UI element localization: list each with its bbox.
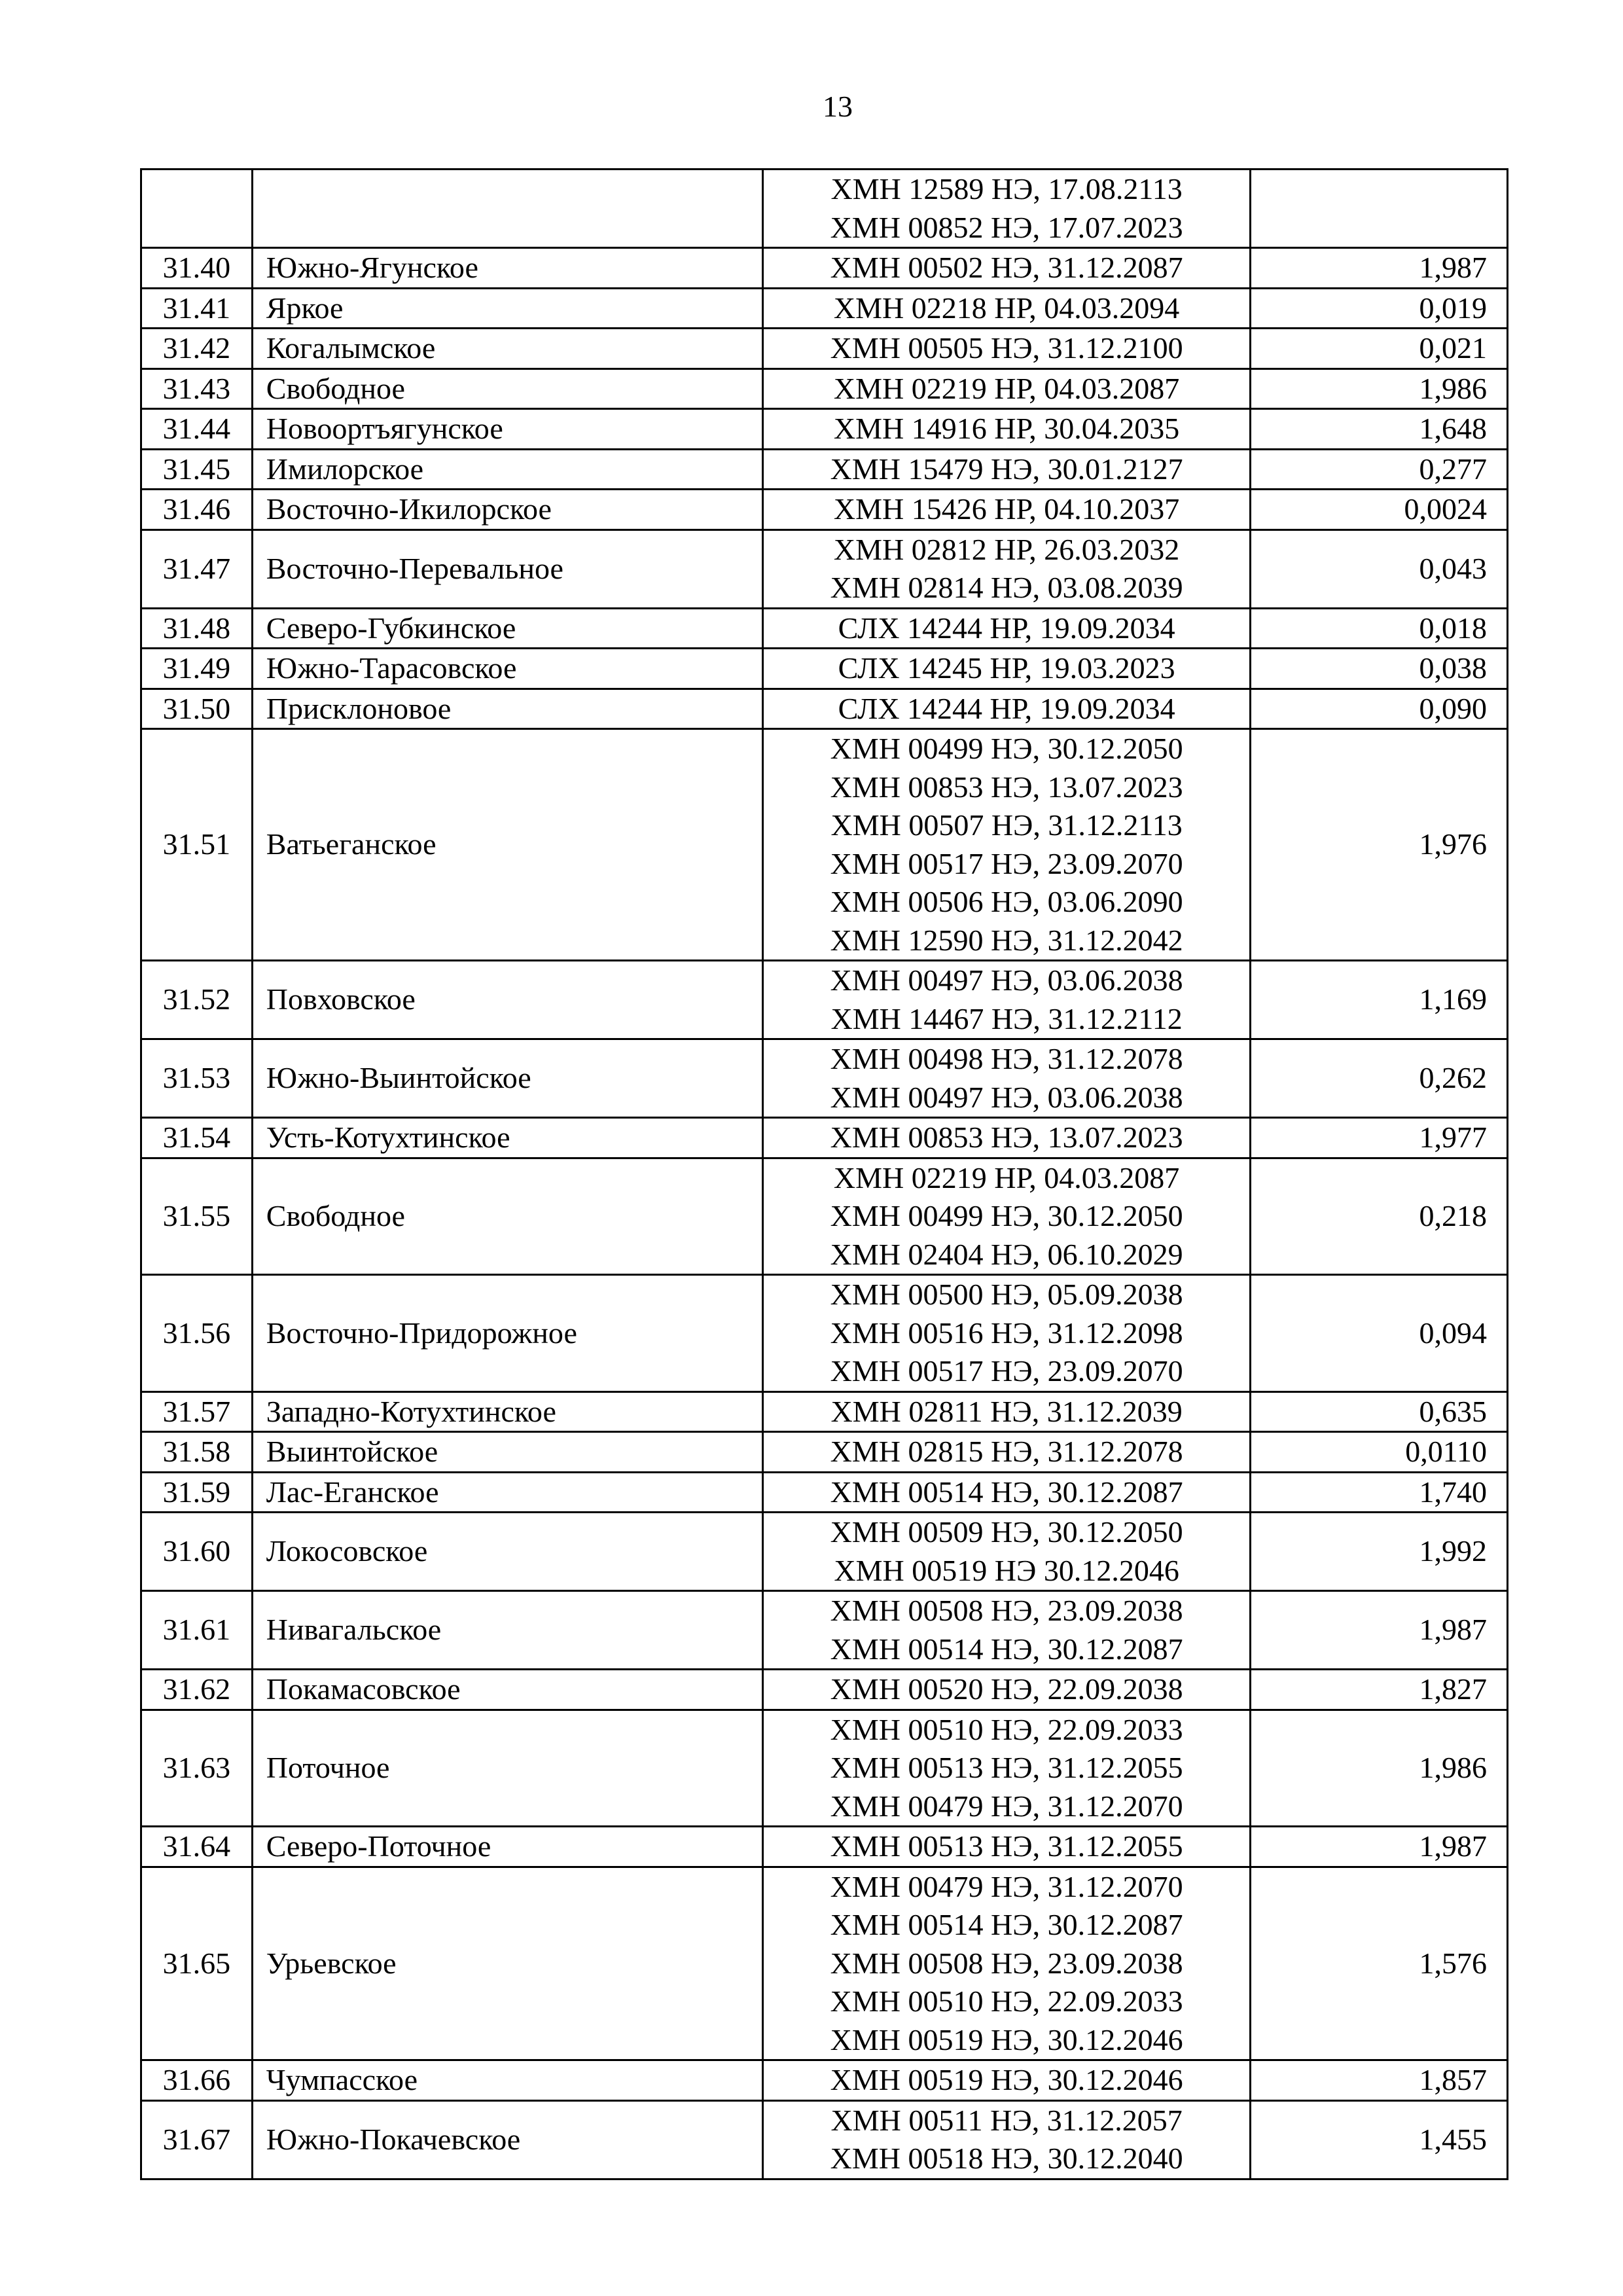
license-list bbox=[763, 170, 1250, 248]
license-list bbox=[763, 689, 1250, 729]
field-name: Свободное bbox=[252, 1158, 763, 1275]
area-value: 1,987 bbox=[1250, 1591, 1507, 1670]
table-row bbox=[141, 1827, 1508, 1867]
license-entry: ХМН 00519 НЭ 30.12.2046 bbox=[834, 1553, 1179, 1587]
area-value: 0,218 bbox=[1250, 1158, 1507, 1275]
license-entry: ХМН 00499 НЭ, 30.12.2050 bbox=[830, 732, 1183, 765]
license-entry: ХМН 00517 НЭ, 23.09.2070 bbox=[830, 846, 1183, 880]
table-row bbox=[141, 368, 1508, 409]
license-list bbox=[763, 248, 1250, 289]
field-name: Присклоновое bbox=[252, 689, 763, 729]
license-list bbox=[763, 1710, 1250, 1827]
area-value: 0,094 bbox=[1250, 1275, 1507, 1392]
license-entry: ХМН 00516 НЭ, 31.12.2098 bbox=[830, 1316, 1183, 1350]
area-value: 0,262 bbox=[1250, 1039, 1507, 1118]
license-entry: ХМН 12589 НЭ, 17.08.2113 bbox=[830, 172, 1183, 206]
table-body bbox=[141, 170, 1508, 2179]
license-list bbox=[763, 1432, 1250, 1473]
table-row bbox=[141, 1472, 1508, 1513]
area-value: 1,986 bbox=[1250, 1710, 1507, 1827]
license-entry: ХМН 00500 НЭ, 05.09.2038 bbox=[830, 1278, 1183, 1311]
field-name: Северо-Поточное bbox=[252, 1827, 763, 1867]
table-row bbox=[141, 288, 1508, 329]
table-row bbox=[141, 329, 1508, 369]
row-number: 31.54 bbox=[141, 1118, 253, 1158]
area-value: 0,277 bbox=[1250, 449, 1507, 490]
field-name: Чумпасское bbox=[252, 2060, 763, 2101]
area-value bbox=[1250, 170, 1507, 248]
field-name: Нивагальское bbox=[252, 1591, 763, 1670]
field-name: Урьевское bbox=[252, 1867, 763, 2060]
license-entry: ХМН 00514 НЭ, 30.12.2087 bbox=[830, 1908, 1183, 1941]
field-name: Повховское bbox=[252, 961, 763, 1039]
field-name: Южно-Выинтойское bbox=[252, 1039, 763, 1118]
table-row bbox=[141, 1513, 1508, 1591]
license-list bbox=[763, 288, 1250, 329]
table-row bbox=[141, 961, 1508, 1039]
license-list bbox=[763, 2060, 1250, 2101]
page-number: 13 bbox=[823, 90, 853, 123]
license-list bbox=[763, 729, 1250, 961]
row-number: 31.50 bbox=[141, 689, 253, 729]
license-entry: СЛХ 14244 НР, 19.09.2034 bbox=[838, 611, 1175, 645]
area-value: 1,648 bbox=[1250, 409, 1507, 450]
license-entry: ХМН 00519 НЭ, 30.12.2046 bbox=[830, 2022, 1183, 2056]
license-entry: ХМН 02814 НЭ, 03.08.2039 bbox=[830, 571, 1183, 604]
field-name: Южно-Покачевское bbox=[252, 2100, 763, 2179]
row-number: 31.48 bbox=[141, 608, 253, 649]
row-number: 31.62 bbox=[141, 1670, 253, 1710]
field-name: Покамасовское bbox=[252, 1670, 763, 1710]
license-list bbox=[763, 1472, 1250, 1513]
license-entry: ХМН 00509 НЭ, 30.12.2050 bbox=[830, 1515, 1183, 1549]
area-value: 1,987 bbox=[1250, 248, 1507, 289]
license-list bbox=[763, 1158, 1250, 1275]
license-list bbox=[763, 529, 1250, 608]
field-name: Новоортъягунское bbox=[252, 409, 763, 450]
license-entry: ХМН 00514 НЭ, 30.12.2087 bbox=[830, 1475, 1183, 1509]
field-name bbox=[252, 170, 763, 248]
row-number bbox=[141, 170, 253, 248]
row-number: 31.66 bbox=[141, 2060, 253, 2101]
row-number: 31.40 bbox=[141, 248, 253, 289]
area-value: 1,987 bbox=[1250, 1827, 1507, 1867]
table-row bbox=[141, 449, 1508, 490]
row-number: 31.41 bbox=[141, 288, 253, 329]
field-name: Восточно-Икилорское bbox=[252, 490, 763, 530]
license-entry: ХМН 02811 НЭ, 31.12.2039 bbox=[830, 1394, 1183, 1428]
row-number: 31.51 bbox=[141, 729, 253, 961]
table-row bbox=[141, 1867, 1508, 2060]
area-value: 0,090 bbox=[1250, 689, 1507, 729]
table-row bbox=[141, 2060, 1508, 2101]
row-number: 31.52 bbox=[141, 961, 253, 1039]
license-list bbox=[763, 649, 1250, 689]
license-list bbox=[763, 1867, 1250, 2060]
license-list bbox=[763, 1391, 1250, 1432]
table-row bbox=[141, 1158, 1508, 1275]
table-row bbox=[141, 649, 1508, 689]
table-row bbox=[141, 1670, 1508, 1710]
license-entry: ХМН 00513 НЭ, 31.12.2055 bbox=[830, 1751, 1183, 1784]
row-number: 31.45 bbox=[141, 449, 253, 490]
field-name: Лас-Еганское bbox=[252, 1472, 763, 1513]
table-row bbox=[141, 490, 1508, 530]
row-number: 31.59 bbox=[141, 1472, 253, 1513]
table-row bbox=[141, 1710, 1508, 1827]
table-row bbox=[141, 1432, 1508, 1473]
row-number: 31.46 bbox=[141, 490, 253, 530]
row-number: 31.44 bbox=[141, 409, 253, 450]
area-value: 1,455 bbox=[1250, 2100, 1507, 2179]
row-number: 31.58 bbox=[141, 1432, 253, 1473]
license-entry: ХМН 00507 НЭ, 31.12.2113 bbox=[830, 808, 1183, 842]
license-list bbox=[763, 490, 1250, 530]
license-entry: ХМН 00511 НЭ, 31.12.2057 bbox=[830, 2103, 1183, 2137]
area-value: 0,635 bbox=[1250, 1391, 1507, 1432]
license-entry: ХМН 00479 НЭ, 31.12.2070 bbox=[830, 1789, 1183, 1823]
license-entry: ХМН 14916 НР, 30.04.2035 bbox=[833, 412, 1180, 445]
license-entry: ХМН 00519 НЭ, 30.12.2046 bbox=[830, 2063, 1183, 2096]
field-name: Северо-Губкинское bbox=[252, 608, 763, 649]
license-entry: ХМН 00479 НЭ, 31.12.2070 bbox=[830, 1869, 1183, 1903]
table-row bbox=[141, 1591, 1508, 1670]
license-list bbox=[763, 2100, 1250, 2179]
fields-table bbox=[140, 168, 1508, 2180]
license-entry: ХМН 00518 НЭ, 30.12.2040 bbox=[830, 2142, 1183, 2175]
area-value: 0,019 bbox=[1250, 288, 1507, 329]
license-list bbox=[763, 1118, 1250, 1158]
license-entry: ХМН 00514 НЭ, 30.12.2087 bbox=[830, 1632, 1183, 1666]
table-row bbox=[141, 170, 1508, 248]
area-value: 1,976 bbox=[1250, 729, 1507, 961]
area-value: 1,992 bbox=[1250, 1513, 1507, 1591]
license-list bbox=[763, 1039, 1250, 1118]
field-name: Восточно-Перевальное bbox=[252, 529, 763, 608]
area-value: 0,038 bbox=[1250, 649, 1507, 689]
row-number: 31.57 bbox=[141, 1391, 253, 1432]
license-entry: ХМН 12590 НЭ, 31.12.2042 bbox=[830, 923, 1183, 957]
license-entry: ХМН 00508 НЭ, 23.09.2038 bbox=[830, 1946, 1183, 1980]
table-row bbox=[141, 689, 1508, 729]
field-name: Усть-Котухтинское bbox=[252, 1118, 763, 1158]
field-name: Ватьеганское bbox=[252, 729, 763, 961]
field-name: Поточное bbox=[252, 1710, 763, 1827]
area-value: 1,857 bbox=[1250, 2060, 1507, 2101]
area-value: 1,169 bbox=[1250, 961, 1507, 1039]
row-number: 31.47 bbox=[141, 529, 253, 608]
area-value: 0,0110 bbox=[1250, 1432, 1507, 1473]
area-value: 1,740 bbox=[1250, 1472, 1507, 1513]
license-entry: ХМН 00505 НЭ, 31.12.2100 bbox=[830, 331, 1183, 365]
table-row bbox=[141, 1118, 1508, 1158]
license-entry: ХМН 00499 НЭ, 30.12.2050 bbox=[830, 1199, 1183, 1232]
license-entry: ХМН 00513 НЭ, 31.12.2055 bbox=[830, 1829, 1183, 1863]
license-entry: ХМН 00506 НЭ, 03.06.2090 bbox=[830, 885, 1183, 918]
table-row bbox=[141, 409, 1508, 450]
row-number: 31.43 bbox=[141, 368, 253, 409]
field-name: Яркое bbox=[252, 288, 763, 329]
license-entry: ХМН 02219 НР, 04.03.2087 bbox=[833, 1160, 1180, 1194]
area-value: 1,977 bbox=[1250, 1118, 1507, 1158]
license-entry: ХМН 00517 НЭ, 23.09.2070 bbox=[830, 1354, 1183, 1388]
license-list bbox=[763, 329, 1250, 369]
row-number: 31.56 bbox=[141, 1275, 253, 1392]
table-row bbox=[141, 1391, 1508, 1432]
table-row bbox=[141, 529, 1508, 608]
row-number: 31.42 bbox=[141, 329, 253, 369]
license-list bbox=[763, 1591, 1250, 1670]
license-list bbox=[763, 961, 1250, 1039]
license-entry: ХМН 15426 НР, 04.10.2037 bbox=[833, 492, 1180, 526]
license-entry: ХМН 15479 НЭ, 30.01.2127 bbox=[830, 452, 1183, 486]
license-list bbox=[763, 1827, 1250, 1867]
area-value: 0,043 bbox=[1250, 529, 1507, 608]
license-entry: ХМН 02404 НЭ, 06.10.2029 bbox=[830, 1237, 1183, 1271]
area-value: 0,021 bbox=[1250, 329, 1507, 369]
row-number: 31.65 bbox=[141, 1867, 253, 2060]
license-list bbox=[763, 409, 1250, 450]
field-name: Восточно-Придорожное bbox=[252, 1275, 763, 1392]
row-number: 31.64 bbox=[141, 1827, 253, 1867]
license-list bbox=[763, 608, 1250, 649]
row-number: 31.67 bbox=[141, 2100, 253, 2179]
license-entry: ХМН 00502 НЭ, 31.12.2087 bbox=[830, 251, 1183, 284]
license-entry: ХМН 00852 НЭ, 17.07.2023 bbox=[830, 210, 1183, 244]
table-row bbox=[141, 729, 1508, 961]
license-entry: ХМН 02219 НР, 04.03.2087 bbox=[833, 371, 1180, 405]
area-value: 0,0024 bbox=[1250, 490, 1507, 530]
license-entry: ХМН 00520 НЭ, 22.09.2038 bbox=[830, 1672, 1183, 1706]
row-number: 31.49 bbox=[141, 649, 253, 689]
license-entry: ХМН 00853 НЭ, 13.07.2023 bbox=[830, 770, 1183, 804]
license-list bbox=[763, 1513, 1250, 1591]
license-entry: ХМН 00497 НЭ, 03.06.2038 bbox=[830, 1080, 1183, 1114]
license-entry: ХМН 00853 НЭ, 13.07.2023 bbox=[830, 1121, 1183, 1154]
field-name: Южно-Тарасовское bbox=[252, 649, 763, 689]
row-number: 31.55 bbox=[141, 1158, 253, 1275]
license-list bbox=[763, 1670, 1250, 1710]
row-number: 31.63 bbox=[141, 1710, 253, 1827]
table-row bbox=[141, 1275, 1508, 1392]
table-row bbox=[141, 608, 1508, 649]
license-entry: ХМН 00498 НЭ, 31.12.2078 bbox=[830, 1042, 1183, 1075]
license-entry: ХМН 00508 НЭ, 23.09.2038 bbox=[830, 1594, 1183, 1627]
license-entry: ХМН 00510 НЭ, 22.09.2033 bbox=[830, 1712, 1183, 1746]
license-list bbox=[763, 1275, 1250, 1392]
table-row bbox=[141, 248, 1508, 289]
license-entry: ХМН 00497 НЭ, 03.06.2038 bbox=[830, 963, 1183, 997]
license-list bbox=[763, 449, 1250, 490]
field-name: Выинтойское bbox=[252, 1432, 763, 1473]
field-name: Южно-Ягунское bbox=[252, 248, 763, 289]
license-entry: СЛХ 14245 НР, 19.03.2023 bbox=[838, 651, 1175, 685]
area-value: 0,018 bbox=[1250, 608, 1507, 649]
row-number: 31.61 bbox=[141, 1591, 253, 1670]
area-value: 1,986 bbox=[1250, 368, 1507, 409]
table-row bbox=[141, 1039, 1508, 1118]
area-value: 1,827 bbox=[1250, 1670, 1507, 1710]
license-entry: ХМН 02815 НЭ, 31.12.2078 bbox=[830, 1435, 1183, 1468]
area-value: 1,576 bbox=[1250, 1867, 1507, 2060]
field-name: Имилорское bbox=[252, 449, 763, 490]
row-number: 31.60 bbox=[141, 1513, 253, 1591]
license-list bbox=[763, 368, 1250, 409]
field-name: Локосовское bbox=[252, 1513, 763, 1591]
table-row bbox=[141, 2100, 1508, 2179]
license-entry: ХМН 02218 НР, 04.03.2094 bbox=[833, 291, 1180, 325]
license-entry: ХМН 02812 НР, 26.03.2032 bbox=[833, 532, 1180, 566]
field-name: Западно-Котухтинское bbox=[252, 1391, 763, 1432]
row-number: 31.53 bbox=[141, 1039, 253, 1118]
license-entry: ХМН 00510 НЭ, 22.09.2033 bbox=[830, 1984, 1183, 2018]
license-entry: СЛХ 14244 НР, 19.09.2034 bbox=[838, 691, 1175, 725]
field-name: Когалымское bbox=[252, 329, 763, 369]
license-entry: ХМН 14467 НЭ, 31.12.2112 bbox=[830, 1001, 1183, 1035]
field-name: Свободное bbox=[252, 368, 763, 409]
